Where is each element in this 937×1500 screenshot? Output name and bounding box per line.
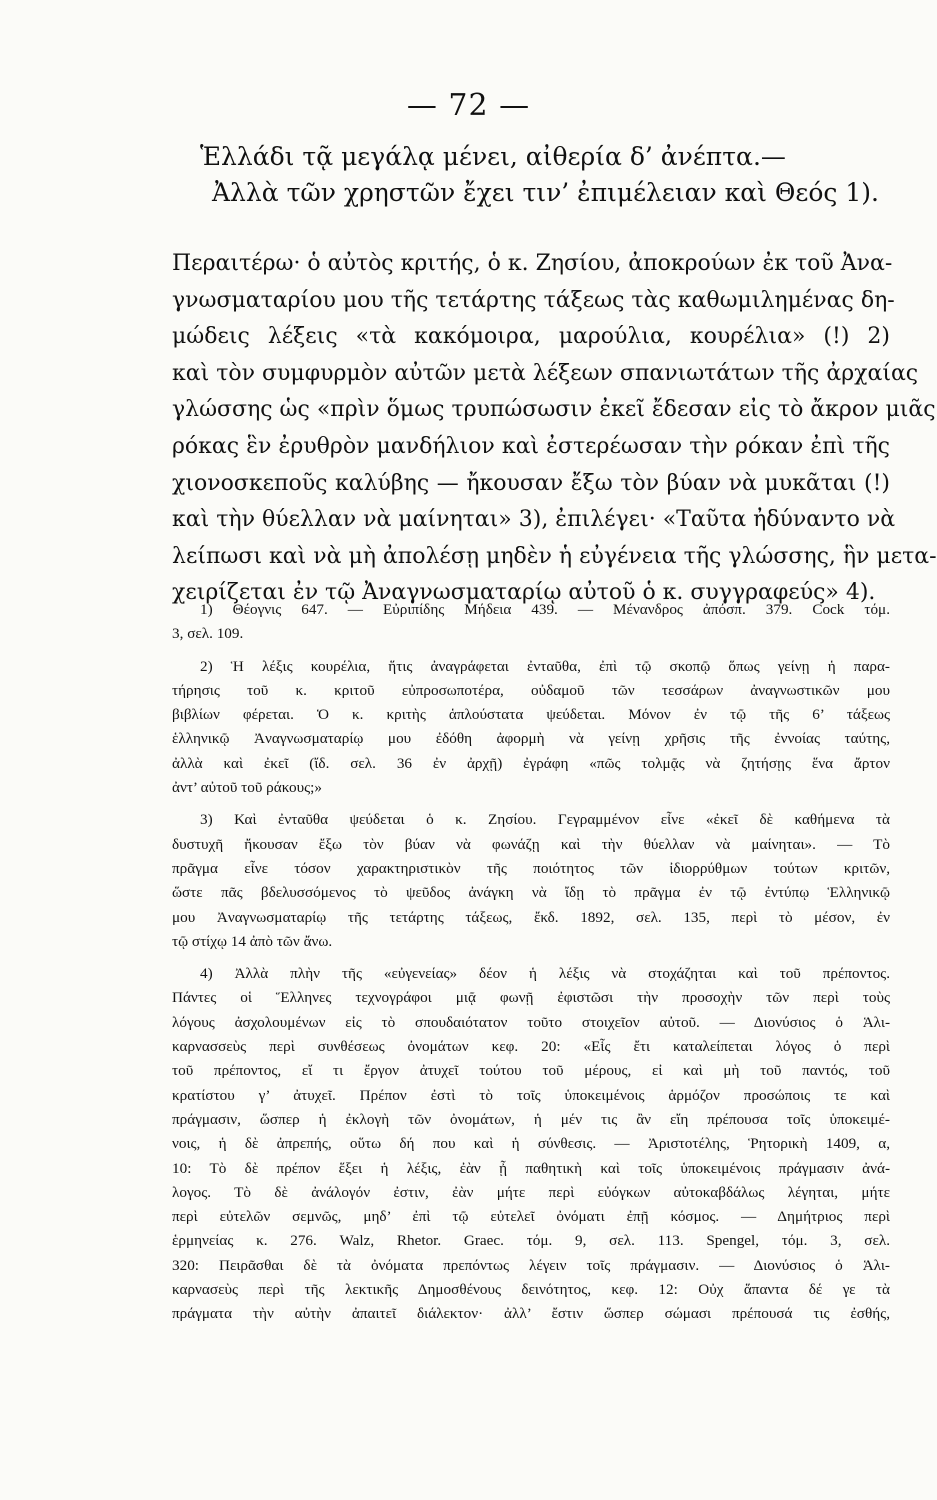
main-line: Περαιτέρω· ὁ αὐτὸς κριτής, ὁ κ. Ζησίου, ἀποκρούων ἐκ τοῦ Ἀνα- (172, 251, 893, 276)
footnote-2 (172, 655, 890, 801)
main-line: μώδεις λέξεις «τὰ κακόμοιρα, μαρούλια, κουρέλια» (!) 2) (172, 324, 890, 350)
main-line: λείπωσι καὶ νὰ μὴ ἀπολέσῃ μηδὲν ἡ εὐγένεια τῆς γλώσσης, ἣν μετα- (172, 543, 937, 569)
main-line: καὶ τὴν θύελλαν νὰ μαίνηται» 3), ἐπιλέγει· «Ταῦτα ἠδύναντο νὰ (172, 507, 896, 533)
footnote-line: τῷ στίχῳ 14 ἀπὸ τῶν ἄνω. (172, 932, 333, 950)
footnote-line: καρνασεὺς περὶ τῆς λεκτικῆς Δημοσθένους δεινότητος, κεφ. 12: Οὐχ ἅπαντα δέ γε τὰ (172, 1281, 890, 1299)
main-line: καὶ τὸν συμφυρμὸν αὐτῶν μετὰ λέξεων σπανιωτάτων τῆς ἀρχαίας (172, 360, 919, 386)
footnote-line: 1) Θέογνις 647. — Εὐριπίδης Μήδεια 439. — Μένανδρος ἀπόσπ. 379. Cock τόμ. (200, 601, 890, 618)
footnote-line: μου Ἀναγνωσματαρίῳ τῆς τετάρτης τάξεως, ἔκδ. 1892, σελ. 135, περὶ τὸ μέσον, ἐν (172, 908, 890, 926)
footnote-line: 2) Ἡ λέξις κουρέλια, ἥτις ἀναγράφεται ἐνταῦθα, ἐπὶ τῷ σκοπῷ ὅπως γείνῃ ἡ παρα- (200, 657, 890, 675)
footnote-line: 10: Τὸ δὲ πρέπον ἕξει ἡ λέξις, ἐὰν ᾖ παθητικὴ καὶ τοῖς ὑποκειμένοις πράγμασιν ἀνά- (172, 1159, 890, 1177)
main-line: χιονοσκεποῦς καλύβης — ἤκουσαν ἔξω τὸν βύαν νὰ μυκᾶται (!) (172, 470, 890, 496)
footnote-1 (172, 598, 890, 647)
footnote-line: δυστυχῆ ἤκουσαν ἔξω τὸν βύαν νὰ φωνάζῃ καὶ τὴν θύελλαν νὰ μαίνηται». — Τὸ (172, 835, 890, 853)
footnote-line: 3, σελ. 109. (172, 625, 244, 643)
footnotes (172, 598, 890, 1327)
footnote-line: 3) Καὶ ἐνταῦθα ψεύδεται ὁ κ. Ζησίου. Γεγραμμένον εἶνε «ἐκεῖ δὲ καθήμενα τὰ (200, 811, 890, 829)
footnote-line: Πάντες οἱ Ἕλληνες τεχνογράφοι μιᾷ φωνῇ ἐφιστῶσι τὴν προσοχὴν τῶν περὶ τοὺς (172, 989, 890, 1007)
footnote-line: ἑλληνικῷ Ἀναγνωσματαρίῳ μου ἐδόθη ἀφορμὴ νὰ γείνῃ χρῆσις τῆς ἐννοίας ταύτης, (172, 730, 890, 748)
footnote-line: πράγμασιν, ὥσπερ ἡ ἐκλογὴ τῶν ὀνομάτων, ἡ μέν τις ἂν εἴη πρέπουσα τοῖς ὑποκειμέ- (172, 1110, 890, 1128)
footnote-line: περὶ εὐτελῶν σεμνῶς, μηδ’ ἐπὶ τῷ εὐτελεῖ ὀνόματι ἐπῇ κόσμος. — Δημήτριος περὶ (172, 1208, 890, 1226)
footnote-line: ὥστε πᾶς βδελυσσόμενος τὸ ψεῦδος ἀνάγκη νὰ ἴδῃ τὸ πρᾶγμα ἐν τῷ ἐντύπῳ Ἑλληνικῷ (172, 884, 890, 902)
verse-line-1: Ἑλλάδι τᾷ μεγάλᾳ μένει, αἰθερία δ’ ἀνέπτα.— (200, 142, 786, 171)
footnote-line: τοῦ πρέποντος, εἴ τι ἔργον ἀτυχεῖ τούτου τοῦ μέρους, εἰ καὶ μὴ τοῦ παντός, τοῦ (172, 1062, 890, 1080)
footnote-line: λογος. Τὸ δὲ ἀνάλογόν ἐστιν, ἐὰν μήτε περὶ εὐόγκων αὐτοκαβδάλως λέγηται, μήτε (172, 1183, 890, 1201)
footnote-line: λόγους ἀσχολουμένων εἰς τὸ σπουδαιότατον τοῦτο στοιχεῖον αὐτοῦ. — Διονύσιος ὁ Ἁλι- (172, 1013, 890, 1031)
page-number: — 72 — (406, 88, 531, 123)
footnote-line: 320: Πειρᾶσθαι δὲ τὰ ὀνόματα πρεπόντως λέγειν τοῖς πράγμασιν. — Διονύσιος ὁ Ἁλι- (172, 1256, 890, 1274)
footnote-line: κρατίστου γ’ ἀτυχεῖ. Πρέπον ἐστὶ τὸ τοῖς ὑποκειμένοις ἁρμόζον προσώποις τε καὶ (172, 1086, 890, 1104)
footnote-line: νοις, ἡ δὲ ἀπρεπής, οὕτω δή που καὶ ἡ σύνθεσις. — Ἀριστοτέλης, Ῥητορικὴ 1409, α, (172, 1135, 890, 1153)
footnote-4 (172, 962, 890, 1326)
footnote-line: καρνασσεὺς περὶ συνθέσεως ὀνομάτων κεφ. 20: «Εἷς ἔτι καταλείπεται λόγος ὁ περὶ (172, 1038, 890, 1056)
main-line: χειρίζεται ἐν τῷ Ἀναγνωσματαρίῳ αὐτοῦ ὁ κ. συγγραφεύς» 4). (172, 580, 876, 606)
footnote-line: ἀντ’ αὐτοῦ τοῦ ράκους;» (172, 779, 322, 797)
footnote-line: βιβλίων φέρεται. Ὁ κ. κριτὴς ἁπλούστατα ψεύδεται. Μόνον ἐν τῷ τῆς 6’ τάξεως (172, 706, 890, 724)
footnote-line: τήρησις τοῦ κ. κριτοῦ εὐπροσωποτέρα, οὐδαμοῦ τῶν τεσσάρων ἀναγνωστικῶν μου (172, 681, 890, 699)
main-line: γνωσματαρίου μου τῆς τετάρτης τάξεως τὰς καθωμιλημένας δη- (172, 287, 895, 313)
footnote-line: 4) Ἀλλὰ πλὴν τῆς «εὐγενείας» δέον ἡ λέξις νὰ στοχάζηται καὶ τοῦ πρέποντος. (200, 965, 890, 983)
main-line: ρόκας ἓν ἐρυθρὸν μανδήλιον καὶ ἐστερέωσαν τὴν ρόκαν ἐπὶ τῆς (172, 433, 890, 459)
footnote-line: ἑρμηνείας κ. 276. Walz, Rhetor. Graec. τόμ. 9, σελ. 113. Spengel, τόμ. 3, σελ. (172, 1232, 890, 1250)
main-line: γλώσσης ὡς «πρὶν ὅμως τρυπώσωσιν ἐκεῖ ἔδεσαν εἰς τὸ ἄκρον μιᾶς (172, 397, 936, 423)
verse-line-2: Ἀλλὰ τῶν χρηστῶν ἔχει τιν’ ἐπιμέλειαν καὶ Θεός 1). (212, 178, 879, 207)
main-paragraph (172, 246, 937, 612)
footnote-line: πρᾶγμα εἶνε τόσον χαρακτηριστικὸν τῆς ποιότητος τῶν ἰδιορρύθμων τούτων κριτῶν, (172, 859, 890, 877)
footnote-line: ἀλλὰ καὶ ἐκεῖ (ἴδ. σελ. 36 ἐν ἀρχῇ) ἐγράφη «πῶς τολμᾷς νὰ ζητήσῃς ἕνα ἄρτον (172, 754, 890, 772)
footnote-3 (172, 808, 890, 954)
footnote-line: πράγματα τὴν αὐτὴν ἀπαιτεῖ διάλεκτον· ἀλλ’ ἔστιν ὥσπερ σώμασι πρέπουσά τις ἐσθής, (172, 1305, 890, 1323)
